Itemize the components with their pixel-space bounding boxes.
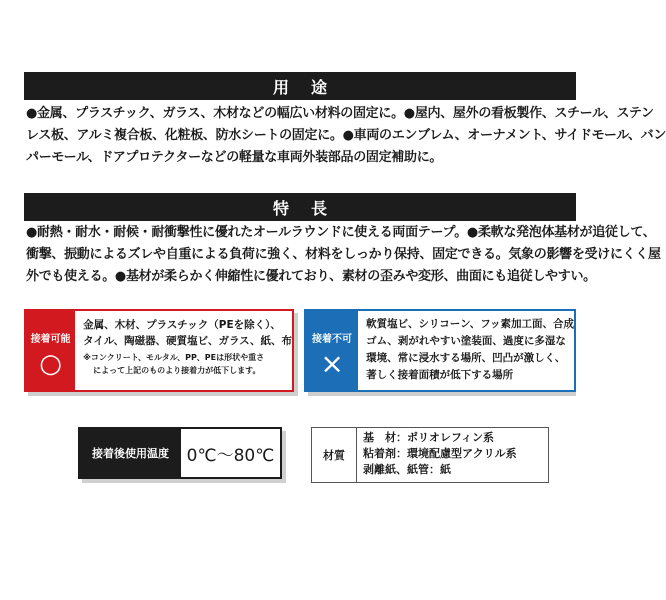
adhesion-ok-line: タイル、陶磁器、硬質塩ビ、ガラス、紙、布	[83, 335, 292, 347]
temperature-label: 接着後使用温度	[80, 429, 181, 477]
adhesion-ng-card	[304, 309, 576, 392]
features-line: ●耐熱・耐水・耐候・耐衝撃性に優れたオールラウンドに使える両面テープ。●柔軟な発泡体基材が追従して、	[26, 225, 656, 240]
adhesion-ok-card	[24, 309, 294, 392]
temperature-value: 0℃〜80℃	[186, 445, 275, 466]
features-heading: 特長	[272, 198, 349, 218]
adhesion-ok-note: ※コンクリート、モルタル、PP、PEは形状や重さ	[83, 353, 265, 362]
usage-line: ●金属、プラスチック、ガラス、木材などの幅広い材料の固定に。●屋内、屋外の看板製作、スチール、ステン	[26, 106, 654, 121]
adhesion-ok-body	[75, 311, 292, 390]
adhesion-ok-side	[26, 311, 75, 390]
adhesion-ok-line: 金属、木材、プラスチック（PEを除く）、	[83, 319, 281, 331]
adhesion-ng-line: 軟質塩ビ、シリコーン、フッ素加工面、合成	[366, 318, 574, 330]
adhesion-ng-line: 環境、常に浸水する場所、凹凸が激しく、	[366, 352, 566, 364]
material-row: 剥離紙、紙管：紙	[363, 463, 451, 476]
adhesion-ng-line: 著しく接着面積が低下する場所	[366, 369, 514, 381]
cross-icon: ×	[320, 347, 344, 380]
usage-line: パーモール、ドアプロテクターなどの軽量な車両外装部品の固定補助に。	[26, 150, 443, 165]
features-line: 衝撃、振動によるズレや自重による負荷に強く、材料をしっかり保持、固定できる。気象の影響を受けにくく屋	[26, 247, 661, 262]
usage-text	[26, 103, 666, 169]
features-text	[26, 222, 661, 288]
adhesion-ok-note: によって上記のものより接着力が低下します。	[93, 366, 261, 375]
adhesion-ng-body	[358, 311, 574, 390]
usage-heading-bar	[24, 72, 576, 100]
material-rows	[357, 428, 517, 482]
features-heading-bar	[24, 193, 576, 221]
adhesion-ok-label: 接着可能	[30, 334, 71, 345]
adhesion-ng-side	[306, 311, 358, 390]
adhesion-ng-label: 接着不可	[312, 334, 353, 345]
material-row: 粘着剤：環境配慮型アクリル系	[363, 447, 517, 460]
material-row: 基 材：ポリオレフィン系	[363, 431, 495, 444]
usage-line: レス板、アルミ複合板、化粧板、防水シートの固定に。●車両のエンブレム、オーナメント、サイドモール、バン	[26, 128, 666, 143]
features-line: 外でも使える。●基材が柔らかく伸縮性に優れており、素材の歪みや変形、曲面にも追従しやすい。	[26, 269, 596, 284]
temperature-box	[78, 427, 282, 479]
material-box	[311, 427, 549, 483]
circle-icon: ○	[39, 349, 62, 379]
adhesion-ng-line: ゴム、剥がれやすい塗装面、過度に多湿な	[366, 335, 566, 347]
material-label: 材質	[312, 428, 357, 482]
usage-heading: 用途	[272, 77, 349, 97]
